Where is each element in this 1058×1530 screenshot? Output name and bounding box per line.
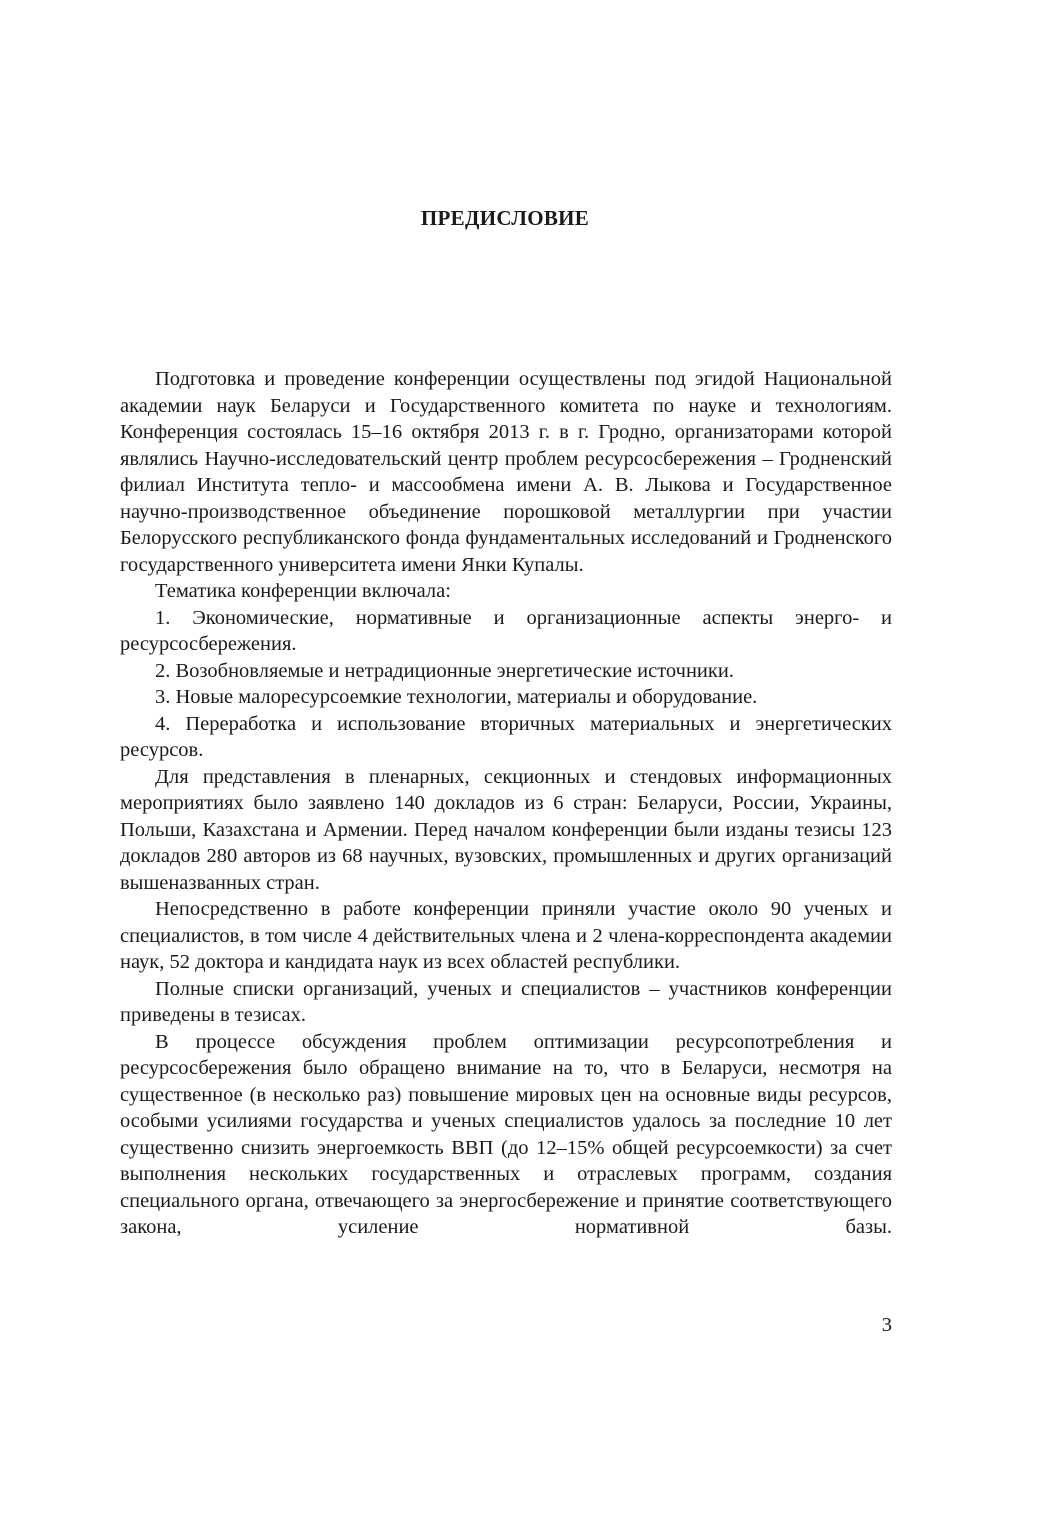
paragraph-reports: Для представления в пленарных, секционных и стендовых информационных мероприятиях было заявлено 140 докладов из 6 стран: Беларуси, России, Украины, Польши, Казахстана и Армении. Перед началом конференции были изданы тезисы 123 докладов 280 авторов из 68 научных, вузовских, промышленных и других организаций вышеназванных стран. (120, 765, 892, 894)
paragraph-intro: Подготовка и проведение конференции осуществлены под эгидой Национальной академии наук Беларуси и Государственного комитета по науке и технологиям. Конференция состоялась 15–16 октября 2013 г. в г. Гродно, организаторами которой являлись Научно-исследовательский центр проблем ресурсосбережения – Гродненский филиал Института тепло- и массообмена имени А. В. Лыкова и Государственное научно-производственное объединение порошковой металлургии при участии Белорусского республиканского фонда фундаментальных исследований и Гродненского государственного университета имени Янки Купалы. (120, 368, 892, 576)
paragraph-lists: Полные списки организаций, ученых и специалистов – участников конференции приведены в тезисах. (120, 977, 892, 1026)
paragraph-topic-3: 3. Новые малоресурсоемкие технологии, материалы и оборудование. (155, 686, 758, 708)
paragraph-participants: Непосредственно в работе конференции приняли участие около 90 ученых и специалистов, в том числе 4 действительных члена и 2 члена-корреспондента академии наук, 52 доктора и кандидата наук из всех областей республики. (120, 898, 892, 973)
paragraph-topic-4: 4. Переработка и использование вторичных материальных и энергетических ресурсов. (120, 712, 892, 761)
page-number: 3 (881, 1314, 892, 1336)
paragraph-topic-1: 1. Экономические, нормативные и организационные аспекты энерго- и ресурсосбережения. (120, 606, 892, 655)
page-title: ПРЕДИСЛОВИЕ (420, 206, 590, 230)
paragraph-topics-heading: Тематика конференции включала: (155, 580, 451, 602)
body-text (120, 366, 892, 1241)
paragraph-topic-2: 2. Возобновляемые и нетрадиционные энергетические источники. (155, 659, 734, 682)
paragraph-discussion: В процессе обсуждения проблем оптимизации ресурсопотребления и ресурсосбережения было обращено внимание на то, что в Беларуси, несмотря на существенное (в несколько раз) повышение мировых цен на основные виды ресурсов, особыми усилиями государства и ученых специалистов удалось за последние 10 лет существенно снизить энергоемкость ВВП (до 12–15% общей ресурсоемкости) за счет выполнения нескольких государственных и отраслевых программ, создания специального органа, отвечающего за энергосбережение и принятие соответствующего закона, усиление нормативной базы. (120, 1030, 892, 1238)
